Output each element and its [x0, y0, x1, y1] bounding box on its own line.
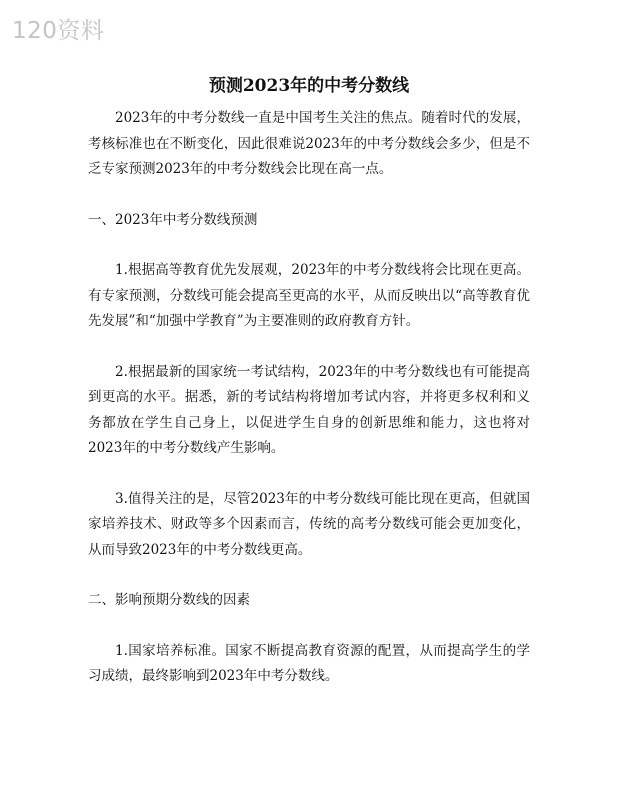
section2-item-1: 1.国家培养标准。国家不断提高教育资源的配置，从而提高学生的学习成绩，最终影响到2023年中考分数线。 — [88, 642, 530, 684]
section1-item-1: 1.根据高等教育优先发展观，2023年的中考分数线将会比现在更高。有专家预测，分数线可能会提高至更高的水平，从而反映出以“高等教育优先发展”和“加强中学教育”为主要准则的政府教育方针。 — [88, 262, 530, 329]
section-heading-1: 一、2023年中考分数线预测 — [88, 211, 258, 228]
section1-item-3: 3.值得关注的是，尽管2023年的中考分数线可能比现在更高，但就国家培养技术、财政等多个因素而言，传统的高考分数线可能会更加变化，从而导致2023年的中考分数线更高。 — [88, 490, 530, 558]
document-page — [88, 72, 530, 690]
section1-item-2: 2.根据最新的国家统一考试结构，2023年的中考分数线也有可能提高到更高的水平。据悉，新的考试结构将增加考试内容，并将更多权利和义务都放在学生自己身上，以促进学生自身的创新思维和能力，这也将对2023年的中考分数线产生影响。 — [88, 363, 530, 456]
document-title: 预测2023年的中考分数线 — [208, 76, 410, 96]
watermark-logo: 120资料 — [12, 18, 105, 44]
section-heading-2: 二、影响预期分数线的因素 — [88, 592, 250, 608]
intro-paragraph: 2023年的中考分数线一直是中国考生关注的焦点。随着时代的发展，考核标准也在不断变化，因此很难说2023年的中考分数线会多少，但是不乏专家预测2023年的中考分数线会比现在高一点。 — [88, 110, 530, 177]
